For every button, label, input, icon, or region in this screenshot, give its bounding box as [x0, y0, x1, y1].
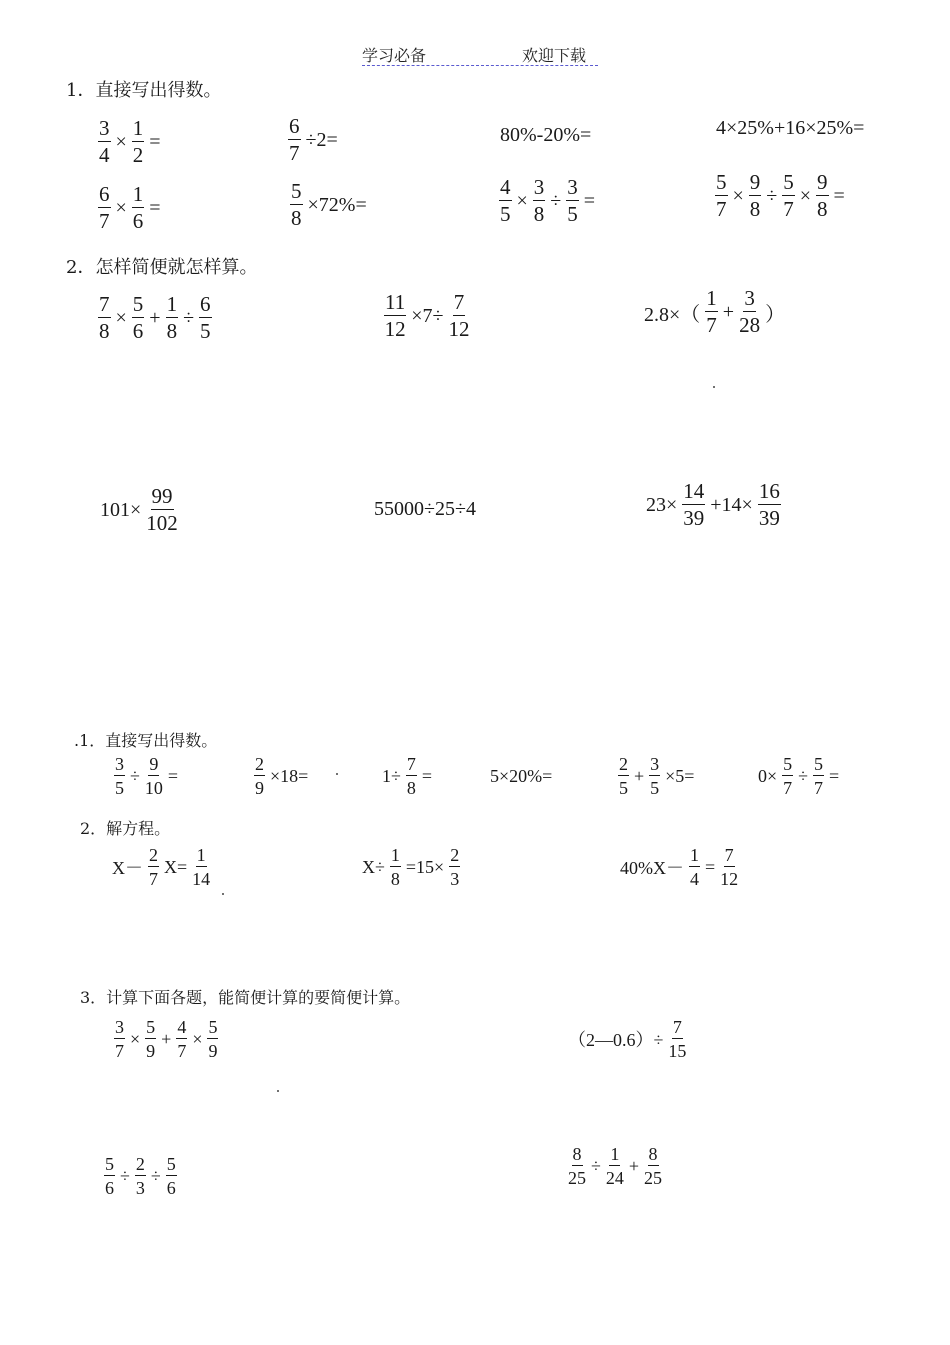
- header-underline: [362, 65, 598, 66]
- expression: $\frac{3}{4}$ × $\frac{1}{2}$ =: [99, 116, 161, 167]
- fraction: $\frac{5}{6}$: [132, 292, 144, 343]
- expression: $\frac{3}{7}$ × $\frac{5}{9}$ + $\frac{4}{7}$ × $\frac{5}{9}$: [115, 1017, 218, 1061]
- fraction: $\frac{5}{7}$: [716, 170, 727, 221]
- fraction: $\frac{1}{2}$: [132, 116, 144, 167]
- fraction: $\frac{1}{24}$: [605, 1144, 624, 1188]
- stray-mark: [222, 893, 224, 895]
- fraction: $\frac{2}{5}$: [619, 754, 628, 798]
- fraction: $\frac{7}{12}$: [720, 845, 739, 889]
- expression: 0× $\frac{5}{7}$ ÷ $\frac{5}{7}$ =: [758, 754, 840, 798]
- fraction: $\frac{5}{7}$: [814, 754, 824, 798]
- fraction: $\frac{2}{7}$: [149, 845, 158, 889]
- fraction: $\frac{1}{8}$: [166, 292, 178, 343]
- fraction: $\frac{1}{4}$: [690, 845, 699, 889]
- expression: $\frac{4}{5}$ × $\frac{3}{8}$ ÷ $\frac{3}{5}$ =: [500, 175, 596, 226]
- expression: （2—0.6）÷ $\frac{7}{15}$: [568, 1017, 687, 1061]
- fraction: $\frac{3}{5}$: [650, 754, 660, 798]
- section-title: .1．直接写出得数。: [74, 731, 218, 750]
- fraction: $\frac{3}{4}$: [99, 116, 110, 167]
- expression: $\frac{5}{8}$ ×72%=: [291, 179, 367, 230]
- fraction: $\frac{7}{8}$: [99, 292, 110, 343]
- expression: $\frac{6}{7}$ ÷2=: [289, 114, 338, 165]
- stray-mark: [336, 773, 338, 775]
- header-left: 学习必备: [362, 46, 427, 65]
- fraction: $\frac{7}{12}$: [448, 290, 470, 341]
- expression: 40%X－ $\frac{1}{4}$ = $\frac{7}{12}$: [620, 845, 739, 889]
- expression: X－ $\frac{2}{7}$ X= $\frac{1}{14}$: [112, 845, 211, 889]
- fraction: $\frac{4}{7}$: [177, 1017, 187, 1061]
- expression: 55000÷25÷4: [374, 498, 476, 520]
- fraction: $\frac{8}{25}$: [644, 1144, 663, 1188]
- expression: $\frac{5}{7}$ × $\frac{9}{8}$ ÷ $\frac{5}{7}$ × $\frac{9}{8}$ =: [716, 170, 845, 221]
- expression: X÷ $\frac{1}{8}$ =15× $\frac{2}{3}$: [362, 845, 460, 889]
- stray-mark: [713, 386, 715, 388]
- fraction: $\frac{2}{3}$: [450, 845, 460, 889]
- fraction: $\frac{9}{10}$: [144, 754, 163, 798]
- fraction: $\frac{5}{9}$: [208, 1017, 218, 1061]
- fraction: $\frac{1}{7}$: [706, 286, 717, 337]
- expression: 2.8×（ $\frac{1}{7}$ + $\frac{3}{28}$ ）: [644, 286, 786, 337]
- fraction: $\frac{99}{102}$: [146, 484, 178, 535]
- fraction: $\frac{11}{12}$: [384, 290, 406, 341]
- fraction: $\frac{7}{8}$: [406, 754, 416, 798]
- fraction: $\frac{4}{5}$: [500, 175, 511, 226]
- fraction: $\frac{5}{8}$: [291, 179, 302, 230]
- fraction: $\frac{6}{7}$: [99, 182, 110, 233]
- section-title: 2．怎样简便就怎样算。: [66, 257, 258, 278]
- fraction: $\frac{8}{25}$: [568, 1144, 586, 1188]
- fraction: $\frac{1}{6}$: [132, 182, 144, 233]
- expression: 4×25%+16×25%=: [716, 117, 865, 139]
- fraction: $\frac{2}{9}$: [255, 754, 264, 798]
- fraction: $\frac{1}{14}$: [192, 845, 211, 889]
- expression: 23× $\frac{14}{39}$ +14× $\frac{16}{39}$: [646, 479, 780, 530]
- expression: $\frac{8}{25}$ ÷ $\frac{1}{24}$ + $\frac{8}{25}$: [568, 1144, 663, 1188]
- fraction: $\frac{16}{39}$: [758, 479, 780, 530]
- header-right: 欢迎下载: [522, 46, 587, 65]
- fraction: $\frac{6}{5}$: [200, 292, 211, 343]
- expression: 1÷ $\frac{7}{8}$ =: [382, 754, 433, 798]
- fraction: $\frac{3}{28}$: [739, 286, 761, 337]
- expression: 5×20%=: [490, 766, 553, 786]
- fraction: $\frac{9}{8}$: [817, 170, 828, 221]
- expression: $\frac{5}{6}$ ÷ $\frac{2}{3}$ ÷ $\frac{5}{6}$: [105, 1154, 176, 1198]
- fraction: $\frac{5}{7}$: [783, 754, 793, 798]
- fraction: $\frac{1}{8}$: [390, 845, 400, 889]
- expression: $\frac{3}{5}$ ÷ $\frac{9}{10}$ =: [115, 754, 179, 798]
- fraction: $\frac{6}{7}$: [289, 114, 300, 165]
- fraction: $\frac{5}{6}$: [105, 1154, 114, 1198]
- expression: 101× $\frac{99}{102}$: [100, 484, 178, 535]
- fraction: $\frac{5}{6}$: [166, 1154, 176, 1198]
- fraction: $\frac{2}{3}$: [135, 1154, 145, 1198]
- fraction: $\frac{3}{5}$: [115, 754, 124, 798]
- fraction: $\frac{5}{7}$: [783, 170, 794, 221]
- expression: $\frac{7}{8}$ × $\frac{5}{6}$ + $\frac{1}{8}$ ÷ $\frac{6}{5}$: [99, 292, 211, 343]
- fraction: $\frac{14}{39}$: [683, 479, 705, 530]
- section-title: 1．直接写出得数。: [66, 80, 222, 101]
- section-title: 2．解方程。: [80, 819, 171, 838]
- expression: $\frac{2}{5}$ + $\frac{3}{5}$ ×5=: [619, 754, 695, 798]
- fraction: $\frac{7}{15}$: [668, 1017, 687, 1061]
- stray-mark: [277, 1090, 279, 1092]
- section-title: 3．计算下面各题，能简便计算的要简便计算。: [80, 988, 411, 1007]
- expression: $\frac{2}{9}$ ×18=: [255, 754, 309, 798]
- fraction: $\frac{3}{5}$: [567, 175, 578, 226]
- expression: $\frac{11}{12}$ ×7÷ $\frac{7}{12}$: [384, 290, 470, 341]
- expression: 80%-20%=: [500, 124, 592, 146]
- fraction: $\frac{5}{9}$: [146, 1017, 156, 1061]
- fraction: $\frac{3}{7}$: [115, 1017, 124, 1061]
- fraction: $\frac{9}{8}$: [749, 170, 761, 221]
- expression: $\frac{6}{7}$ × $\frac{1}{6}$ =: [99, 182, 161, 233]
- fraction: $\frac{3}{8}$: [533, 175, 545, 226]
